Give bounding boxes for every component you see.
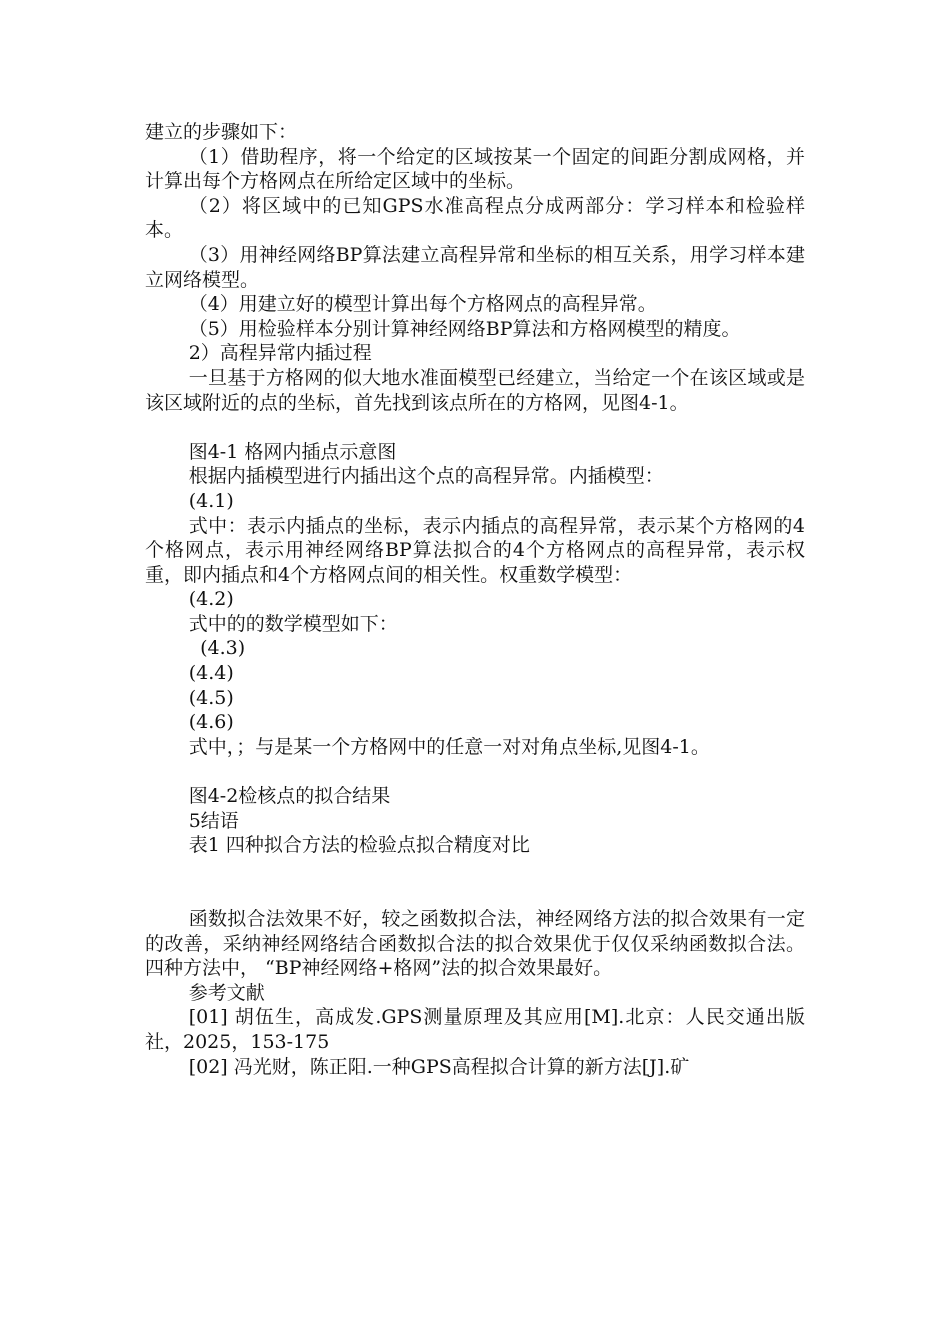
equation-4-6-label: (4.6) — [188, 711, 234, 734]
table-1-caption: 表1 四种拟合方法的检验点拟合精度对比 — [188, 834, 530, 857]
conclusion-paragraph: 函数拟合法效果不好，较之函数拟合法，神经网络方法的拟合效果有一定的改善，采纳神经网络结合函数拟合法的拟合效果优于仅仅采纳函数拟合法。四种方法中， “BP神经网络+格网”法的拟合效果最好。 — [145, 908, 805, 980]
blank-line — [145, 759, 805, 784]
figure-4-2-caption: 图4-2检核点的拟合结果 — [188, 785, 391, 808]
blank-line — [145, 415, 805, 440]
step-4-text: （4）用建立好的模型计算出每个方格网点的高程异常。 — [188, 293, 657, 316]
model-paragraph: 根据内插模型进行内插出这个点的高程异常。内插模型： — [188, 465, 664, 488]
where-paragraph-2: 式中的的数学模型如下： — [188, 612, 398, 635]
reference-01: [01] 胡伍生，高成发.GPS测量原理及其应用[M].北京：人民交通出版社，2025，153-175 — [145, 1006, 805, 1053]
step-3-text: （3）用神经网络BP算法建立高程异常和坐标的相互关系，用学习样本建立网络模型。 — [145, 243, 805, 291]
section-5-heading: 5结语 — [188, 809, 239, 832]
interpolation-paragraph: 一旦基于方格网的似大地水准面模型已经建立，当给定一个在该区域或是该区域附近的点的坐标，首先找到该点所在的方格网，见图4-1。 — [145, 366, 805, 414]
where-paragraph-1: 式中：表示内插点的坐标，表示内插点的高程异常，表示某个方格网的4个格网点，表示用神经网络BP算法拟合的4个方格网点的高程异常，表示权重，即内插点和4个方格网点间的相关性。权重数学模型： — [145, 514, 805, 586]
where-paragraph-3: 式中，；与是某一个方格网中的任意一对对角点坐标,见图4-1。 — [188, 735, 710, 758]
figure-4-1-caption: 图4-1 格网内插点示意图 — [188, 440, 397, 463]
step-5-text: （5）用检验样本分别计算神经网络BP算法和方格网模型的精度。 — [188, 317, 741, 340]
equation-4-5-label: (4.5) — [188, 686, 234, 709]
references-heading: 参考文献 — [188, 981, 265, 1004]
equation-4-2-label: (4.2) — [188, 588, 234, 611]
subsection-heading: 2）高程异常内插过程 — [188, 342, 372, 365]
equation-4-1-label: (4.1) — [188, 489, 234, 512]
step-2-text: （2）将区域中的已知GPS水准高程点分成两部分：学习样本和检验样本。 — [145, 194, 805, 242]
equation-4-3-label: (4.3) — [200, 637, 246, 660]
intro-text: 建立的步骤如下： — [145, 121, 298, 143]
reference-02: [02] 冯光财，陈正阳.一种GPS高程拟合计算的新方法[J].矿 — [188, 1055, 690, 1078]
document-body — [145, 120, 805, 1079]
equation-4-4-label: (4.4) — [188, 662, 234, 685]
blank-space — [145, 858, 805, 907]
step-1-text: （1）借助程序，将一个给定的区域按某一个固定的间距分割成网格，并计算出每个方格网点在所给定区域中的坐标。 — [145, 145, 805, 193]
